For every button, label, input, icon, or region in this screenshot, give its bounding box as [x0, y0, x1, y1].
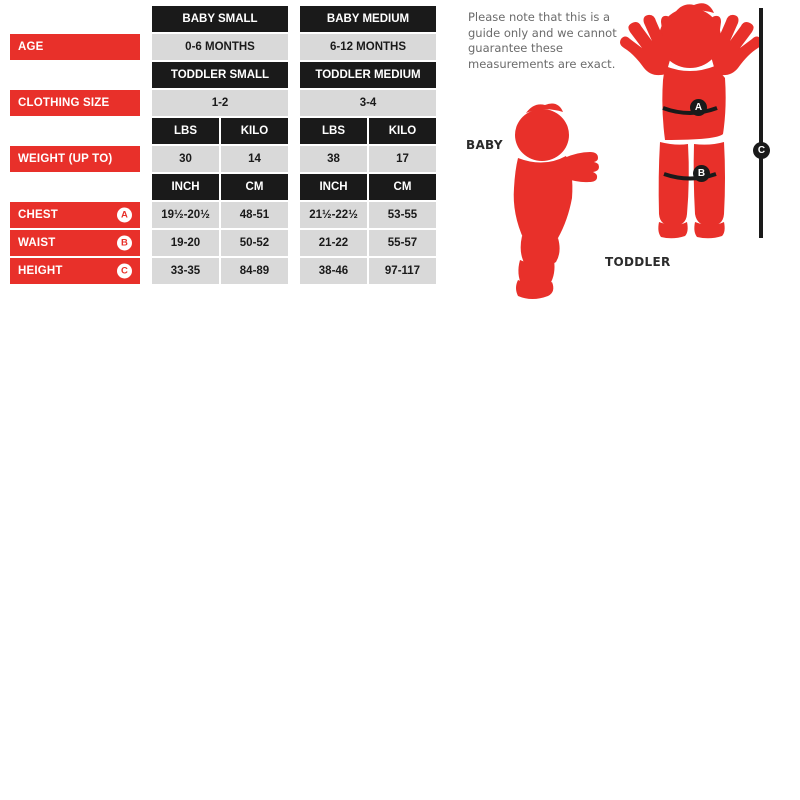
- weight-kilo-medium: 17: [369, 146, 436, 172]
- spacer: [140, 62, 152, 88]
- chest-inch-medium: 21½-22½: [300, 202, 367, 228]
- row-label-waist: [10, 230, 140, 256]
- height-cm-small: 84-89: [221, 258, 288, 284]
- waist-cm-medium: 55-57: [369, 230, 436, 256]
- header-toddler-medium: TODDLER MEDIUM: [300, 62, 436, 88]
- figure-marker-a: A: [690, 99, 707, 116]
- figure-marker-c: C: [753, 142, 770, 159]
- cell-group-small: [152, 230, 288, 256]
- spacer: [288, 34, 300, 60]
- figures-svg: [460, 0, 800, 320]
- cell-group-medium: [300, 230, 436, 256]
- spacer: [140, 230, 152, 256]
- unit-header-kilo-medium: KILO: [369, 118, 436, 144]
- clothing-size-small: 1-2: [152, 90, 288, 116]
- header-baby-medium: BABY MEDIUM: [300, 6, 436, 32]
- table-row-weight: [10, 146, 455, 172]
- cell-group-medium: [300, 174, 436, 200]
- row-label-chest-text: CHEST: [18, 209, 58, 221]
- table-row-waist: [10, 230, 455, 256]
- figure-marker-b: B: [693, 165, 710, 182]
- marker-badge-c: C: [117, 264, 132, 279]
- spacer: [288, 174, 300, 200]
- size-chart-table: [10, 6, 455, 286]
- weight-kilo-small: 14: [221, 146, 288, 172]
- spacer: [140, 6, 152, 32]
- row-label-empty: [10, 118, 140, 144]
- spacer: [288, 90, 300, 116]
- chest-cm-medium: 53-55: [369, 202, 436, 228]
- unit-header-lbs-medium: LBS: [300, 118, 367, 144]
- row-label-clothing-size: CLOTHING SIZE: [10, 90, 140, 116]
- figure-illustration: [460, 0, 800, 320]
- cell-group-small: [152, 118, 288, 144]
- waist-cm-small: 50-52: [221, 230, 288, 256]
- cell-group-small: [152, 6, 288, 32]
- row-label-empty: [10, 6, 140, 32]
- height-cm-medium: 97-117: [369, 258, 436, 284]
- chest-cm-small: 48-51: [221, 202, 288, 228]
- row-label-age: AGE: [10, 34, 140, 60]
- cell-group-medium: [300, 258, 436, 284]
- cell-group-small: [152, 174, 288, 200]
- height-inch-small: 33-35: [152, 258, 219, 284]
- row-label-chest: [10, 202, 140, 228]
- table-row: [10, 118, 455, 144]
- cell-group-medium: [300, 202, 436, 228]
- row-label-empty: [10, 62, 140, 88]
- row-label-weight: WEIGHT (UP TO): [10, 146, 140, 172]
- table-row-chest: [10, 202, 455, 228]
- table-row-height: [10, 258, 455, 284]
- height-inch-medium: 38-46: [300, 258, 367, 284]
- spacer: [140, 118, 152, 144]
- spacer: [288, 202, 300, 228]
- cell-group-medium: [300, 146, 436, 172]
- spacer: [140, 34, 152, 60]
- spacer: [288, 258, 300, 284]
- cell-group-small: [152, 62, 288, 88]
- spacer: [140, 90, 152, 116]
- disclaimer-note: Please note that this is a guide only and we cannot guarantee these measurements are exact.: [468, 10, 617, 71]
- baby-figure-icon: [514, 104, 599, 299]
- unit-header-lbs-small: LBS: [152, 118, 219, 144]
- unit-header-kilo-small: KILO: [221, 118, 288, 144]
- cell-group-medium: [300, 34, 436, 60]
- waist-inch-medium: 21-22: [300, 230, 367, 256]
- cell-group-small: [152, 146, 288, 172]
- header-toddler-small: TODDLER SMALL: [152, 62, 288, 88]
- spacer: [140, 174, 152, 200]
- table-row: [10, 174, 455, 200]
- cell-group-medium: [300, 118, 436, 144]
- spacer: [288, 6, 300, 32]
- spacer: [140, 258, 152, 284]
- cell-group-small: [152, 34, 288, 60]
- cell-group-small: [152, 90, 288, 116]
- cell-group-medium: [300, 6, 436, 32]
- unit-header-cm-medium: CM: [369, 174, 436, 200]
- spacer: [288, 146, 300, 172]
- cell-group-small: [152, 202, 288, 228]
- age-baby-medium: 6-12 MONTHS: [300, 34, 436, 60]
- marker-badge-a: A: [117, 208, 132, 223]
- clothing-size-medium: 3-4: [300, 90, 436, 116]
- weight-lbs-medium: 38: [300, 146, 367, 172]
- row-label-waist-text: WAIST: [18, 237, 56, 249]
- spacer: [140, 202, 152, 228]
- cell-group-medium: [300, 62, 436, 88]
- toddler-figure-icon: [620, 3, 762, 238]
- spacer: [288, 118, 300, 144]
- table-row: [10, 62, 455, 88]
- cell-group-small: [152, 258, 288, 284]
- unit-header-inch-small: INCH: [152, 174, 219, 200]
- cell-group-medium: [300, 90, 436, 116]
- unit-header-cm-small: CM: [221, 174, 288, 200]
- header-baby-small: BABY SMALL: [152, 6, 288, 32]
- age-baby-small: 0-6 MONTHS: [152, 34, 288, 60]
- table-row: [10, 6, 455, 32]
- row-label-empty: [10, 174, 140, 200]
- baby-figure-label: BABY: [466, 138, 503, 152]
- spacer: [140, 146, 152, 172]
- spacer: [288, 62, 300, 88]
- row-label-height: [10, 258, 140, 284]
- marker-badge-b: B: [117, 236, 132, 251]
- row-label-height-text: HEIGHT: [18, 265, 63, 277]
- unit-header-inch-medium: INCH: [300, 174, 367, 200]
- table-row-clothing-size: [10, 90, 455, 116]
- spacer: [288, 230, 300, 256]
- waist-inch-small: 19-20: [152, 230, 219, 256]
- weight-lbs-small: 30: [152, 146, 219, 172]
- chest-inch-small: 19½-20½: [152, 202, 219, 228]
- table-row-age: [10, 34, 455, 60]
- toddler-figure-label: TODDLER: [605, 255, 671, 269]
